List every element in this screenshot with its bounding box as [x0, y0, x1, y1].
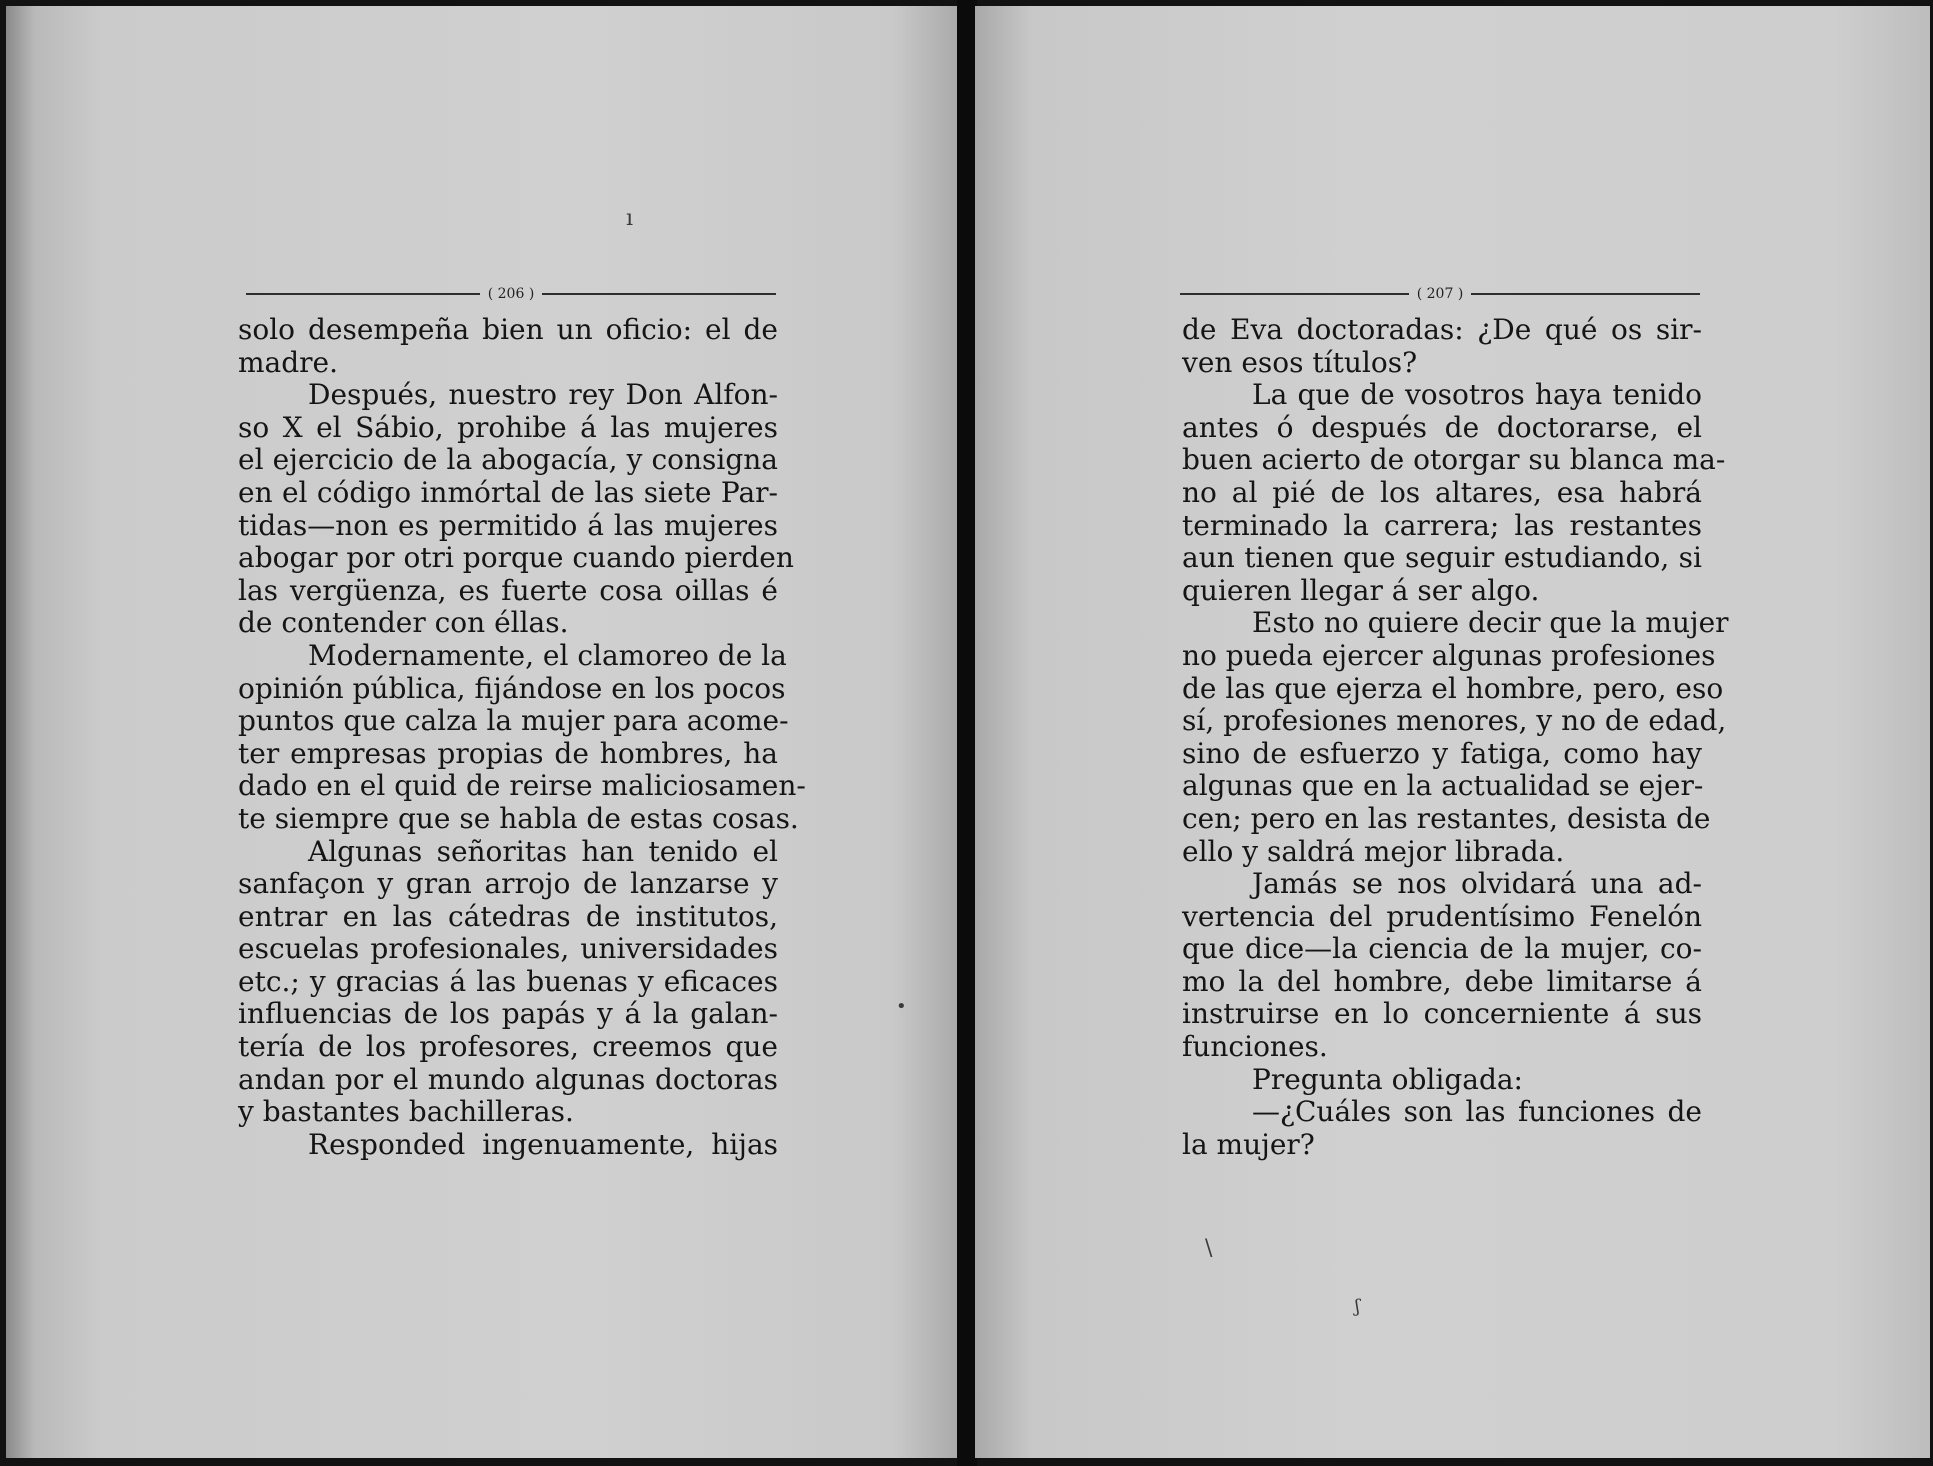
text-line: y bastantes bachilleras.	[238, 1095, 574, 1129]
text-line: buen acierto de otorgar su blanca ma-	[1182, 443, 1726, 477]
text-line: cen; pero en las restantes, desista de	[1182, 801, 1711, 835]
page-number: ( 207 )	[1416, 286, 1464, 302]
text-line: ter empresas propias de hombres, ha	[238, 736, 778, 770]
page-number: ( 206 )	[487, 286, 535, 302]
text-line: de las que ejerza el hombre, pero, eso	[1182, 671, 1724, 705]
text-line: so X el Sábio, prohibe á las mujeres	[238, 410, 778, 444]
text-line: Algunas señoritas han tenido el	[308, 834, 778, 868]
ink-speck: •	[896, 996, 907, 1017]
text-line: vertencia del prudentísimo Fenelón	[1182, 899, 1702, 933]
text-line: Esto no quiere decir que la mujer	[1252, 606, 1729, 640]
text-line: que dice—la ciencia de la mujer, co-	[1182, 932, 1702, 966]
text-line: sí, profesiones menores, y no de edad,	[1182, 704, 1727, 738]
text-line: opinión pública, fijándose en los pocos	[238, 671, 786, 705]
text-line: la mujer?	[1182, 1127, 1315, 1161]
text-line: puntos que calza la mujer para acome-	[238, 704, 789, 738]
text-line: dado en el quid de reirse maliciosamen-	[238, 769, 806, 803]
left-page-header	[246, 284, 776, 304]
text-line: quieren llegar á ser algo.	[1182, 573, 1540, 607]
text-line: entrar en las cátedras de institutos,	[238, 899, 778, 933]
text-line: Responded ingenuamente, hijas	[308, 1127, 778, 1161]
text-line: ven esos títulos?	[1182, 345, 1418, 379]
ink-speck: ı	[626, 206, 634, 231]
text-line: aun tienen que seguir estudiando, si	[1182, 541, 1702, 575]
ink-speck: ʃ	[1355, 1296, 1360, 1317]
text-line: no pueda ejercer algunas profesiones	[1182, 638, 1716, 672]
text-line: Modernamente, el clamoreo de la	[308, 638, 787, 672]
text-line: terminado la carrera; las restantes	[1182, 508, 1702, 542]
text-line: te siempre que se habla de estas cosas.	[238, 801, 799, 835]
header-rule	[246, 293, 480, 295]
text-line: andan por el mundo algunas doctoras	[238, 1062, 778, 1096]
left-page	[6, 6, 960, 1458]
header-rule	[1471, 293, 1700, 295]
text-line: tidas—non es permitido á las mujeres	[238, 508, 778, 542]
right-page	[975, 6, 1930, 1458]
text-line: mo la del hombre, debe limitarse á	[1182, 964, 1702, 998]
text-line: etc.; y gracias á las buenas y eficaces	[238, 964, 778, 998]
header-rule	[1180, 293, 1409, 295]
text-line: instruirse en lo concerniente á sus	[1182, 997, 1702, 1031]
text-line: tería de los profesores, creemos que	[238, 1030, 778, 1064]
text-line: sanfaçon y gran arrojo de lanzarse y	[238, 867, 778, 901]
book-spine	[957, 0, 977, 1466]
text-line: abogar por otri porque cuando pierden	[238, 541, 794, 575]
text-line: solo desempeña bien un oficio: el de	[238, 313, 778, 346]
text-line: —¿Cuáles son las funciones de	[1252, 1095, 1702, 1129]
text-line: escuelas profesionales, universidades	[238, 932, 778, 966]
text-line: sino de esfuerzo y fatiga, como hay	[1182, 736, 1702, 770]
left-page-text	[238, 313, 806, 1161]
text-line: no al pié de los altares, esa habrá	[1182, 475, 1702, 509]
text-line: influencias de los papás y á la galan-	[238, 997, 778, 1031]
text-line: de Eva doctoradas: ¿De qué os sir-	[1182, 313, 1702, 346]
text-line: Pregunta obligada:	[1252, 1062, 1523, 1096]
text-line: las vergüenza, es fuerte cosa oillas é	[238, 573, 778, 607]
ink-speck: \	[1205, 1236, 1213, 1261]
text-line: el ejercicio de la abogacía, y consigna	[238, 443, 778, 477]
text-line: de contender con éllas.	[238, 606, 569, 640]
text-line: algunas que en la actualidad se ejer-	[1182, 769, 1704, 803]
text-line: madre.	[238, 345, 339, 379]
text-line: funciones.	[1182, 1030, 1328, 1064]
text-line: ello y saldrá mejor librada.	[1182, 834, 1565, 868]
right-page-text	[1182, 313, 1729, 1161]
header-rule	[542, 293, 776, 295]
text-line: en el código inmórtal de las siete Par-	[238, 475, 778, 509]
right-page-header	[1180, 284, 1700, 304]
text-line: antes ó después de doctorarse, el	[1182, 410, 1702, 444]
text-line: Después, nuestro rey Don Alfon-	[308, 378, 778, 412]
text-line: Jamás se nos olvidará una ad-	[1252, 867, 1702, 901]
text-line: La que de vosotros haya tenido	[1252, 378, 1702, 412]
